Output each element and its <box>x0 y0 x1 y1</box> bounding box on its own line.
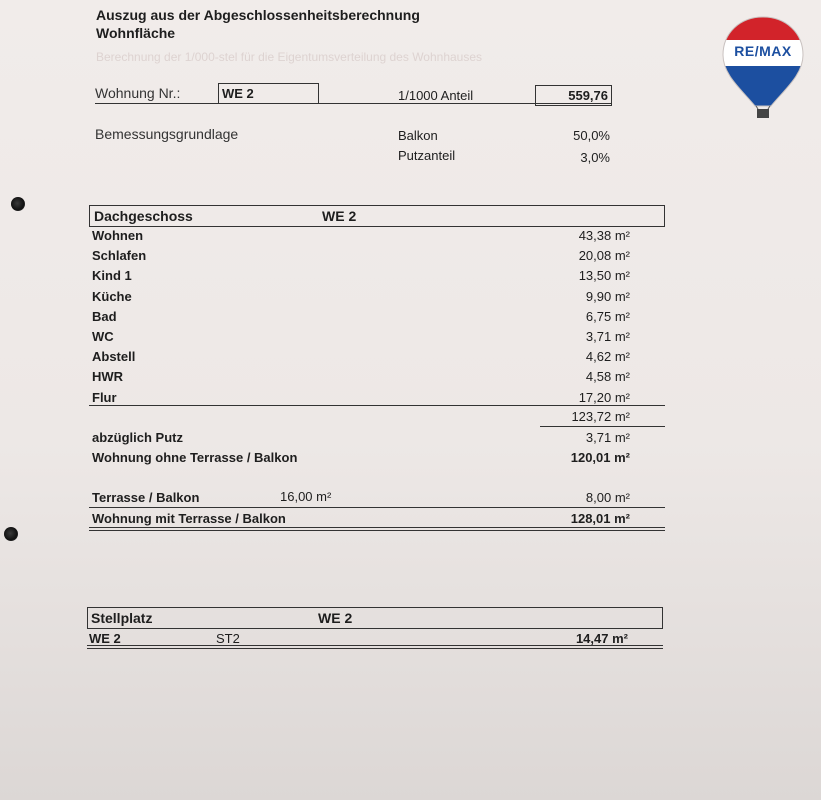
document-title: Auszug aus der Abgeschlossenheitsberechnung <box>96 7 420 23</box>
mit-line-1 <box>89 527 665 528</box>
show-through-text: Berechnung der 1/000-stel für die Eigentumsverteilung des Wohnhauses <box>96 50 483 64</box>
stellplatz-unit: WE 2 <box>318 610 353 626</box>
punch-hole-bottom <box>4 527 18 541</box>
terrasse-gross: 16,00 m² <box>280 489 332 504</box>
room-area: 9,90 m² <box>585 289 630 304</box>
wohnung-value: WE 2 <box>222 86 254 101</box>
terrasse-label: Terrasse / Balkon <box>92 490 200 505</box>
dachgeschoss-unit: WE 2 <box>322 208 357 224</box>
stellplatz-row-unit: WE 2 <box>89 631 121 646</box>
subtotal-line <box>540 426 665 427</box>
bemessung-label: Bemessungsgrundlage <box>95 126 239 142</box>
room-name: Flur <box>92 390 117 405</box>
terrasse-line <box>89 507 665 508</box>
logo-text: RE/MAX <box>734 43 792 59</box>
room-name: Küche <box>92 289 132 304</box>
room-area: 4,58 m² <box>585 369 630 384</box>
terrasse-value: 8,00 m² <box>585 490 630 505</box>
stellplatz-label: Stellplatz <box>91 610 153 626</box>
room-name: Abstell <box>92 349 136 364</box>
stellplatz-row-value: 14,47 m² <box>575 631 628 646</box>
wohnung-value-box <box>218 83 319 104</box>
room-name: Schlafen <box>92 248 147 263</box>
ohne-value: 120,01 m² <box>570 450 630 465</box>
stellplatz-row-id: ST2 <box>216 631 240 646</box>
anteil-value: 559,76 <box>568 88 608 103</box>
punch-hole-top <box>11 197 25 211</box>
document-subtitle: Wohnfläche <box>96 25 176 41</box>
abzug-value: 3,71 m² <box>585 430 630 445</box>
anteil-label: 1/1000 Anteil <box>398 88 474 103</box>
abzug-label: abzüglich Putz <box>92 430 183 445</box>
dachgeschoss-header <box>89 205 665 227</box>
room-area: 4,62 m² <box>585 349 630 364</box>
remax-logo <box>720 14 806 129</box>
rooms-sum-line <box>89 405 665 406</box>
balkon-value: 50,0% <box>573 128 610 143</box>
room-area: 6,75 m² <box>585 309 630 324</box>
balkon-label: Balkon <box>398 128 438 143</box>
mit-label: Wohnung mit Terrasse / Balkon <box>92 511 286 526</box>
room-name: Wohnen <box>92 228 144 243</box>
room-area: 3,71 m² <box>585 329 630 344</box>
dachgeschoss-label: Dachgeschoss <box>94 208 193 224</box>
room-name: HWR <box>92 369 124 384</box>
room-name: Bad <box>92 309 117 324</box>
balloon-logo-icon <box>720 14 806 124</box>
putz-value: 3,0% <box>580 150 610 165</box>
room-name: Kind 1 <box>92 268 132 283</box>
wohnung-underline <box>95 103 612 104</box>
mit-line-2 <box>89 530 665 531</box>
stellplatz-header <box>87 607 663 629</box>
putz-label: Putzanteil <box>398 148 456 163</box>
room-area: 20,08 m² <box>578 248 630 263</box>
room-area: 13,50 m² <box>578 268 630 283</box>
stellplatz-line-2 <box>87 648 663 649</box>
room-area: 17,20 m² <box>578 390 630 405</box>
mit-value: 128,01 m² <box>570 511 630 526</box>
wohnung-label: Wohnung Nr.: <box>95 85 181 101</box>
stellplatz-line-1 <box>87 645 663 646</box>
room-name: WC <box>92 329 114 344</box>
ohne-label: Wohnung ohne Terrasse / Balkon <box>92 450 298 465</box>
subtotal-value: 123,72 m² <box>571 409 630 424</box>
room-area: 43,38 m² <box>578 228 630 243</box>
